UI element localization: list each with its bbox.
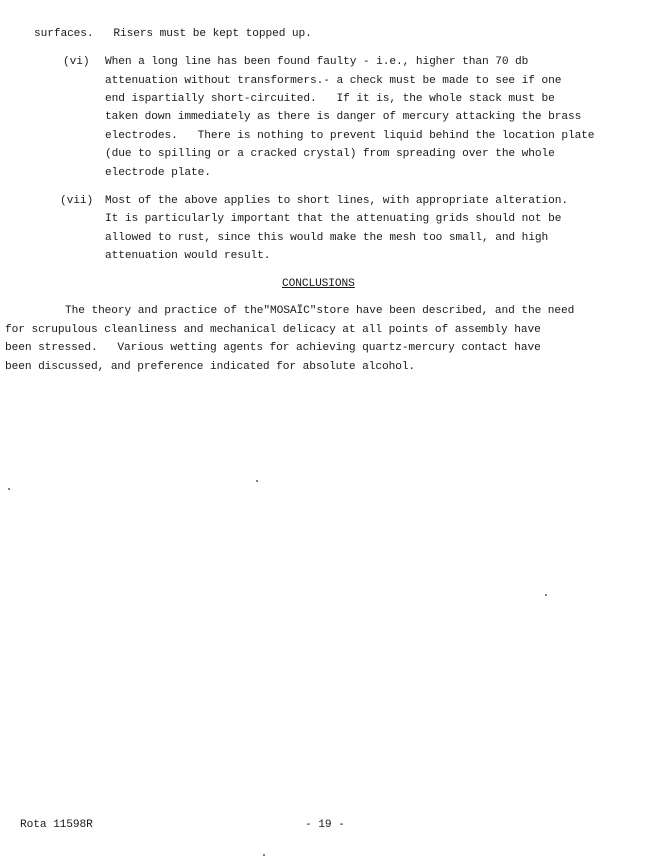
item-vi-line: electrodes. There is nothing to prevent liquid behind the location plate [105, 130, 595, 142]
item-vii-line: Most of the above applies to short lines, with appropriate alteration. [105, 195, 568, 207]
conclusions-line: for scrupulous cleanliness and mechanical delicacy at all points of assembly have [5, 324, 541, 336]
footer-ref: Rota 11598R [20, 819, 93, 831]
item-vi-label: (vi) [63, 56, 90, 68]
item-vi-line: taken down immediately as there is danger of mercury attacking the brass [105, 111, 582, 123]
item-vi-line: When a long line has been found faulty - i.e., higher than 70 db [105, 56, 529, 68]
top-line: surfaces. Risers must be kept topped up. [34, 28, 312, 40]
conclusions-line: been stressed. Various wetting agents for achieving quartz-mercury contact have [5, 342, 541, 354]
scan-speck [8, 488, 10, 490]
item-vi-line: end ispartially short-circuited. If it is, the whole stack must be [105, 93, 555, 105]
scan-speck [545, 594, 547, 596]
page-number: - 19 - [305, 819, 345, 831]
item-vii-line: attenuation would result. [105, 250, 271, 262]
item-vii-label: (vii) [60, 195, 94, 207]
item-vi-line: attenuation without transformers.- a check must be made to see if one [105, 75, 562, 87]
conclusions-heading: CONCLUSIONS [282, 278, 355, 290]
scan-speck [263, 854, 265, 856]
conclusions-line: The theory and practice of the"MOSAÏC"store have been described, and the need [65, 305, 575, 317]
item-vii-line: It is particularly important that the attenuating grids should not be [105, 213, 562, 225]
item-vi-line: electrode plate. [105, 167, 211, 179]
scan-speck [256, 480, 258, 482]
conclusions-line: been discussed, and preference indicated for absolute alcohol. [5, 361, 416, 373]
item-vi-line: (due to spilling or a cracked crystal) from spreading over the whole [105, 148, 555, 160]
item-vii-line: allowed to rust, since this would make the mesh too small, and high [105, 232, 549, 244]
